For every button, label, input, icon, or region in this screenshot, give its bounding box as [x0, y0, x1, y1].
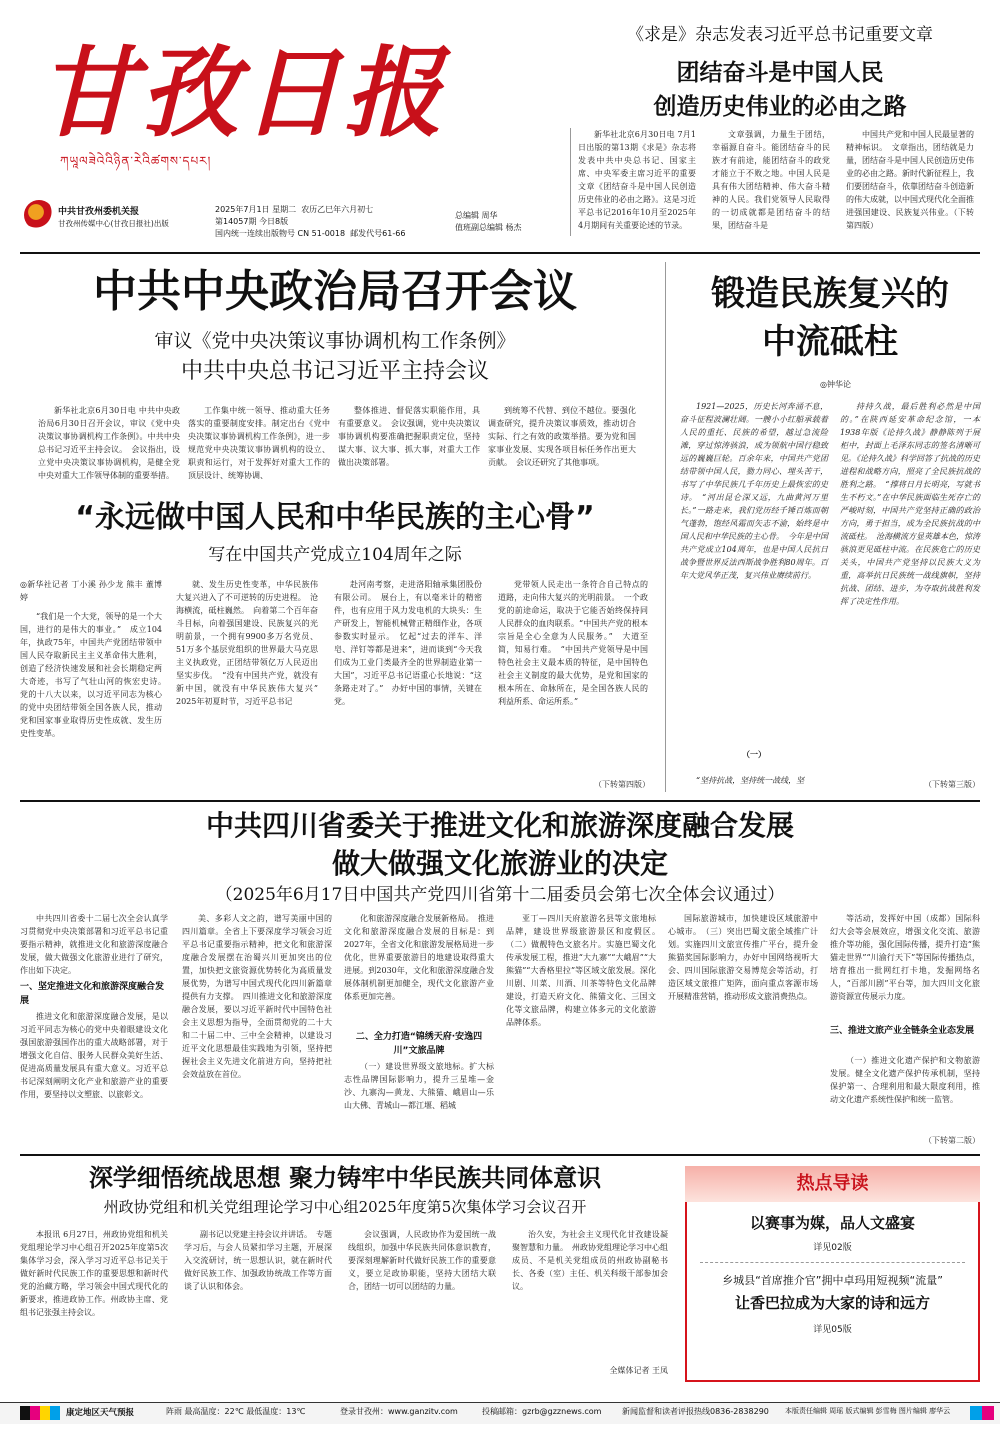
masthead-title: 甘孜日报 — [38, 36, 447, 151]
hot-item-2-page[interactable]: 详见05版 — [813, 1325, 852, 1335]
qiushi-col-3: 中国共产党和中国人民最显著的精神标识。 文章指出，团结就是力量，团结奋斗是中国人民创造历史伟业的必由之路。新时代新征程上，我们要团结奋斗，依靠团结奋斗创造新的伟大成就，以中国式现代化全面推进强国建设、民族复兴伟业。（下转第四版） — [846, 130, 974, 230]
hot-item-2b[interactable]: 让香巴拉成为大家的诗和远方 — [734, 1294, 930, 1312]
footer-site[interactable]: 登录甘孜州：www.ganzitv.com — [340, 1407, 458, 1416]
united-col-1: 本报讯 6月27日，州政协党组和机关党组理论学习中心组召开2025年度第5次集体学习会，深入学习习近平总书记关于做好新时代民族工作的重要思想和新时代党的治藏方略，学习领会中国式现代化的新要求，推进政协工作。州政协主席、党组书记张强主持会议。 — [20, 1230, 168, 1317]
united-col-3: 会议强调，人民政协作为爱国统一战线组织，加强中华民族共同体意识教育，要深刻理解新时代做好民族工作的重要意义，要立足政协职能，坚持大团结大联合，团结一切可以团结的力量。 — [348, 1230, 496, 1291]
feature-col-1: “我们是一个大党，领导的是一个大国，进行的是伟大的事业。” 成立104年，执政75年，中国共产党团结带领中国人民夺取新民主主义革命伟大胜利，创造了经济快速发展和社会长期稳定两大奇迹，书写了气壮山河的恢宏史诗。 党的十八大以来，以习近平同志为核心的党中央团结带领全国各族人民，推动党和国家事业取得历史性成就、发生历史性变革。 — [20, 612, 170, 738]
divider — [20, 800, 980, 802]
sichuan-heading-3: 三、推进文旅产业全链条全业态发展 — [830, 1026, 975, 1036]
editorial-byline: ◎钟华论 — [820, 380, 851, 389]
masthead-tibetan: ཀཡཱལཟེའེའིཉིན་རེའིཚགས་དཔར། — [60, 154, 212, 168]
date: 2025年7月1日 星期二 — [215, 205, 297, 214]
issue-number: 第14057期 今日8版 — [215, 217, 289, 226]
feature-col-3: 赴河南考察，走进洛阳轴承集团股份有限公司。 展台上，有以毫米计的精密件，也有应用于风力发电机的大块头：生产研发上，智能机械臂正精细作业，各项参数实时显示。 忆起“过去的洋车、洋皂、洋钉等都是进来”，进而谈到“今天我们成为工业门类最齐全的世界制造业第一大国”，习近平总书记语重心长地说：“这条路走对了。” 办好中国的事情，关键在党。 — [334, 580, 482, 706]
feature-byline: ◎新华社记者 丁小溪 孙少龙 熊丰 董博婷 — [20, 580, 162, 602]
lunar-date: 农历乙巳年六月初七 — [301, 205, 374, 214]
footer-weather: 阵雨 最高温度：22℃ 最低温度：13℃ — [166, 1407, 306, 1416]
sichuan-col-3b: （一）建设世界级文旅地标。扩大标志性品牌国际影响力，提升三星堆—金沙、九寨沟—黄龙、大熊猫、峨眉山—乐山大佛、青城山—都江堰、稻城 — [344, 1062, 494, 1110]
editorial-col-2: 持持久战，最后胜利必然是中国的。”在陕西延安革命纪念馆，一本1938年版《论持久战》静静陈列于展柜中，封面上毛泽东同志的签名清晰可见。《论持久战》科学回答了抗战的历史进程和战略方向，照亮了全民族抗战的胜利之路。 “撑将日月长明亮，写就书生不朽文。”在中华民族面临生死存亡的严峻时刻，中国共产党坚持正确的政治方向，勇于担当，成为全民族抗战的中流砥柱。 沧海横流方显英雄本色，惊涛骇浪更见砥柱中流。在民族危亡的历史关头，中国共产党坚持以民族大义为重，高举抗日民族统一战线旗帜，坚持抗战、团结、进步，为夺取抗战胜利发挥了决定性作用。 — [840, 402, 980, 606]
divider — [20, 252, 980, 254]
politburo-col-4: 到统筹不代替、到位不越位。要强化调查研究，提升决策议事质效，推动切合实际、行之有效的政策举措。要为党和国家事业发展、实现各项目标任务作出更大贡献。 会议还研究了其他事项。 — [488, 406, 636, 467]
feature-col-4: 党带领人民走出一条符合自己特点的道路，走向伟大复兴的光明前景。 一个政党的前途命运，取决于它能否始终保持同人民群众的血肉联系。“中国共产党的根本宗旨是全心全意为人民服务。” 大道至简，知易行难。 “中国共产党领导是中国特色社会主义最本质的特征，是中国特色社会主义制度的最大优势，是党和国家的根本所在、命脉所在，是全国各族人民的利益所系、命运所系。” — [498, 580, 648, 706]
feature-subtitle: 写在中国共产党成立104周年之际 — [208, 545, 462, 565]
qiushi-title-1: 团结奋斗是中国人民 — [676, 60, 884, 86]
united-title: 深学细悟统战思想 聚力铸牢中华民族共同体意识 — [88, 1164, 602, 1192]
editorial-title-1: 锻造民族复兴的 — [711, 274, 949, 314]
editorial-end: “坚持抗战，坚持统一战线，坚 — [696, 776, 805, 785]
divider — [20, 1154, 980, 1156]
hot-guide-title: 热点导读 — [796, 1173, 869, 1194]
hot-item-1-page[interactable]: 详见02版 — [813, 1243, 852, 1253]
issue-date — [215, 204, 415, 244]
qiushi-col-2: 文章强调，力量生于团结，幸福源自奋斗。能团结奋斗的民族才有前途，能团结奋斗的政党才能立于不败之地。中国人民是具有伟大团结精神、伟大奋斗精神的人民。我们党领导人民取得的一切成就都是团结奋斗的结果，团结奋斗是 — [712, 130, 830, 230]
editorial-part: （一） — [742, 749, 766, 759]
qiushi-title-2: 创造历史伟业的必由之路 — [653, 94, 907, 120]
qiushi-col-1: 新华社北京6月30日电 7月1日出版的第13期《求是》杂志将发表中共中央总书记、国家主席、中央军委主席习近平的重要文章《团结奋斗是中国人民创造历史伟业的必由之路》。这是习近平总书记2016年10月至2025年4月期间有关重要论述的节录。 — [578, 130, 696, 230]
logo-icon — [24, 200, 54, 230]
feature-continued: （下转第四版） — [594, 780, 650, 789]
sichuan-continued: （下转第二版） — [924, 1136, 980, 1145]
postal-code: 邮发代号61-66 — [350, 229, 406, 238]
sichuan-col-3: 化和旅游深度融合发展新格局。 推进文化和旅游深度融合发展的目标是：到2027年，全省文化和旅游发展格局进一步优化，世界重要旅游目的地建设取得重大进展。到2030年，文化和旅游深度融合发展体制机制更加健全，现代文化旅游产业体系更加完善。 — [344, 914, 494, 1001]
divider — [700, 1262, 965, 1263]
duty-editor: 值班副总编辑 杨杰 — [455, 223, 522, 232]
divider — [665, 262, 666, 792]
politburo-subtitle-2: 中共中央总书记习近平主持会议 — [180, 359, 489, 384]
sichuan-col-5: 国际旅游城市，加快建设区域旅游中心城市。 （三）突出巴蜀文旅全域推广计划。实施四川文旅宣传推广平台，提升金熊猫奖国际影响力，办好中国网络视听大会、四川国际旅游交易博览会等活动，打造区域文旅推广矩阵，面向重点客源市场开展精准营销，推动形成文旅消费热点。 — [668, 914, 818, 1001]
united-subtitle: 州政协党组和机关党组理论学习中心组2025年度第5次集体学习会议召开 — [103, 1198, 587, 1216]
hot-item-2a[interactable]: 乡城县“首席推介官”拥中卓玛用短视频“流量” — [722, 1274, 943, 1287]
sichuan-title-1: 中共四川省委关于推进文化和旅游深度融合发展 — [205, 809, 794, 842]
divider — [570, 128, 571, 236]
feature-title: “永远做中国人民和中华民族的主心骨” — [75, 500, 595, 535]
sichuan-col-6b: （一）推进文化遗产保护和文物旅游发展。健全文化遗产保护传承机制，坚持保护第一、合理利用和最大限度利用，推动文化遗产系统性保护和统一监管。 — [830, 1056, 980, 1104]
sichuan-col-4: 亚丁—四川天府旅游名县等文旅地标品牌，建设世界级旅游景区和度假区。 （二）做靓特色文旅名片。实施巴蜀文化传承发展工程，推进“大九寨”“大峨眉”“大熊猫”“大香格里拉”等区域文旅发展。深化川剧、川菜、川酒、川茶等特色文化品牌建设，打造天府文化、熊猫文化、三国文化等文旅品牌，构建立体多元的文化旅游品牌体系。 — [506, 914, 664, 1027]
sichuan-heading-2: 二、全力打造“锦绣天府·安逸四川”文旅品牌 — [355, 1032, 483, 1056]
editorial-title-2: 中流砥柱 — [762, 322, 898, 362]
editors — [455, 210, 565, 240]
editorial-continued: （下转第三版） — [924, 780, 980, 789]
sichuan-col-1: 中共四川省委十二届七次全会认真学习贯彻党中央决策部署和习近平总书记重要指示精神，就推进文化和旅游深度融合发展，做大做强文化旅游业进行了研究，作出如下决定。 — [20, 914, 168, 975]
politburo-col-3: 整体推进、督促落实职能作用，具有重要意义。 会议强调，党中央决策议事协调机构要准确把握职责定位，坚持谋大事、议大事、抓大事，对重大工作做出决策部署。 — [338, 406, 480, 467]
politburo-col-2: 工作集中统一领导、推动重大任务落实的重要制度安排。制定出台《党中央决策议事协调机构工作条例》，进一步规范党中央决策议事协调机构的设立、职责和运行，对于发挥好对重大工作的顶层设计、统筹协调、 — [188, 406, 330, 480]
cn-number: 国内统一连续出版物号 CN 51-0018 — [215, 229, 346, 238]
sichuan-col-2: 美、多彩人文之韵，谱写美丽中国的四川篇章。全省上下要深度学习领会习近平总书记重要指示精神，把文化和旅游深度融合发展摆在治蜀兴川更加突出的位置，加快把文旅资源优势转化为高质量发展优势，为谱写中国式现代化四川新篇章提供有力支撑。 四川推进文化和旅游深度融合发展，要以习近平新时代中国特色社会主义思想为指导，全面贯彻党的二十大和二十届二中、三中全会精神，以建设习近平文化思想最佳实践地为引领，坚持把握社会主义先进文化前进方向，坚持把社会效益放在首位。 — [182, 914, 332, 1079]
sichuan-title-2: 做大做强文化旅游业的决定 — [331, 847, 668, 880]
sichuan-heading-1: 一、坚定推进文化和旅游深度融合发展 — [20, 982, 165, 1006]
color-bar-right — [970, 1406, 994, 1420]
united-col-2: 副书记以党建主持会议并讲话。 专题学习后，与会人员紧扣学习主题，开展深入交流研讨，统一思想认识，就在新时代做好民族工作、加强政协统战工作等方面谈了认识和体会。 — [184, 1230, 332, 1291]
united-reporter: 全媒体记者 王凤 — [609, 1366, 668, 1375]
footer-hotline: 新闻监督和读者评报热线0836-2838290 — [622, 1407, 769, 1416]
hot-guide-header — [685, 1166, 980, 1202]
politburo-subtitle-1: 审议《党中央决策议事协调机构工作条例》 — [154, 330, 516, 352]
feature-col-2: 就、发生历史性变革，中华民族伟大复兴进入了不可逆转的历史进程。 沧海横流，砥柱巍然。 向着第二个百年奋斗目标，向着强国建设、民族复兴的光明前景，一个拥有9900多万名党员、51万多个基层党组织的世界最大马克思主义执政党，正团结带领亿万人民迈出坚实步伐。 “没有中国共产党，就没有新中国，就没有中华民族伟大复兴” 2025年初夏时节，习近平总书记 — [176, 580, 326, 706]
sichuan-subtitle: （2025年6月17日中国共产党四川省第十二届委员会第七次全体会议通过） — [215, 885, 785, 905]
publisher-group: 甘孜州传媒中心(甘孜日报社)出版 — [58, 219, 169, 228]
hot-item-1[interactable]: 以赛事为媒，品人文盛宴 — [749, 1214, 915, 1232]
chief-editor: 总编辑 周华 — [455, 211, 498, 220]
politburo-col-1: 新华社北京6月30日电 中共中央政治局6月30日召开会议，审议《党中央决策议事协调机构工作条例》。中共中央总书记习近平主持会议。 会议指出，设立党中央决策议事协调机构，是健全党中央对重大工作领导体制的重要举措。 — [38, 406, 180, 480]
footer-email[interactable]: 投稿邮箱：gzrb@gzznews.com — [482, 1407, 602, 1416]
footer-weather-label: 康定地区天气预报 — [66, 1408, 135, 1418]
publisher: 中共甘孜州委机关报 — [58, 207, 140, 217]
politburo-title: 中共中央政治局召开会议 — [93, 266, 577, 317]
sichuan-col-1b: 推进文化和旅游深度融合发展，是以习近平同志为核心的党中央着眼建设文化强国旅游强国作出的重大战略部署，对于增强文化自信、服务人民群众美好生活、促进高质量发展具有重大意义。习近平总书记深刻阐明文化产业和旅游产业的重要作用，要坚持以文塑旅、以旅彰文。 — [20, 1012, 168, 1099]
qiushi-kicker: 《求是》杂志发表习近平总书记重要文章 — [627, 25, 933, 45]
footer-editors: 本版责任编辑 周瑶 版式编辑 彭雪梅 图片编辑 廖华云 — [785, 1407, 951, 1415]
editorial-col-1: 1921—2025，历史长河奔涌不息，奋斗征程波澜壮阔。一艘小小红船承载着人民的重托、民族的希望，越过急流险滩，穿过惊涛骇浪，成为领航中国行稳致远的巍巍巨轮。百余年来，中国共产党团结带领中国人民，勠力同心、埋头苦干，书写了中华民族几千年历史上最恢宏的史诗。 “河出昆仑深又远，九曲黄河万里长。”一路走来，我们党历经千锤百炼而朝气蓬勃，饱经风霜而矢志不渝，始终是中国人民和中华民族的主心骨。 今年是中国共产党成立104周年，也是中国人民抗日战争暨世界反法西斯战争胜利80周年。百年大党风华正茂，复兴伟业赓续前行。 — [680, 402, 828, 580]
sichuan-col-6: 等活动，发挥好中国（成都）国际科幻大会等会展效应，增强文化交流、旅游推介等功能，强化国际传播，提升打造“熊猫走世界”“川渝行天下”等国际传播热点，培育推出一批网红打卡地，发掘网络名人，“百部川剧”平台等，加大四川文化旅游资源宣传展示力度。 — [830, 914, 980, 1001]
color-bar-left — [20, 1406, 60, 1420]
united-col-4: 治久安，为社会主义现代化甘孜建设凝聚智慧和力量。 州政协党组理论学习中心组成员、不是机关党组成员的州政协副秘书长、各委（室）主任、机关科级干部参加会议。 — [512, 1230, 668, 1291]
